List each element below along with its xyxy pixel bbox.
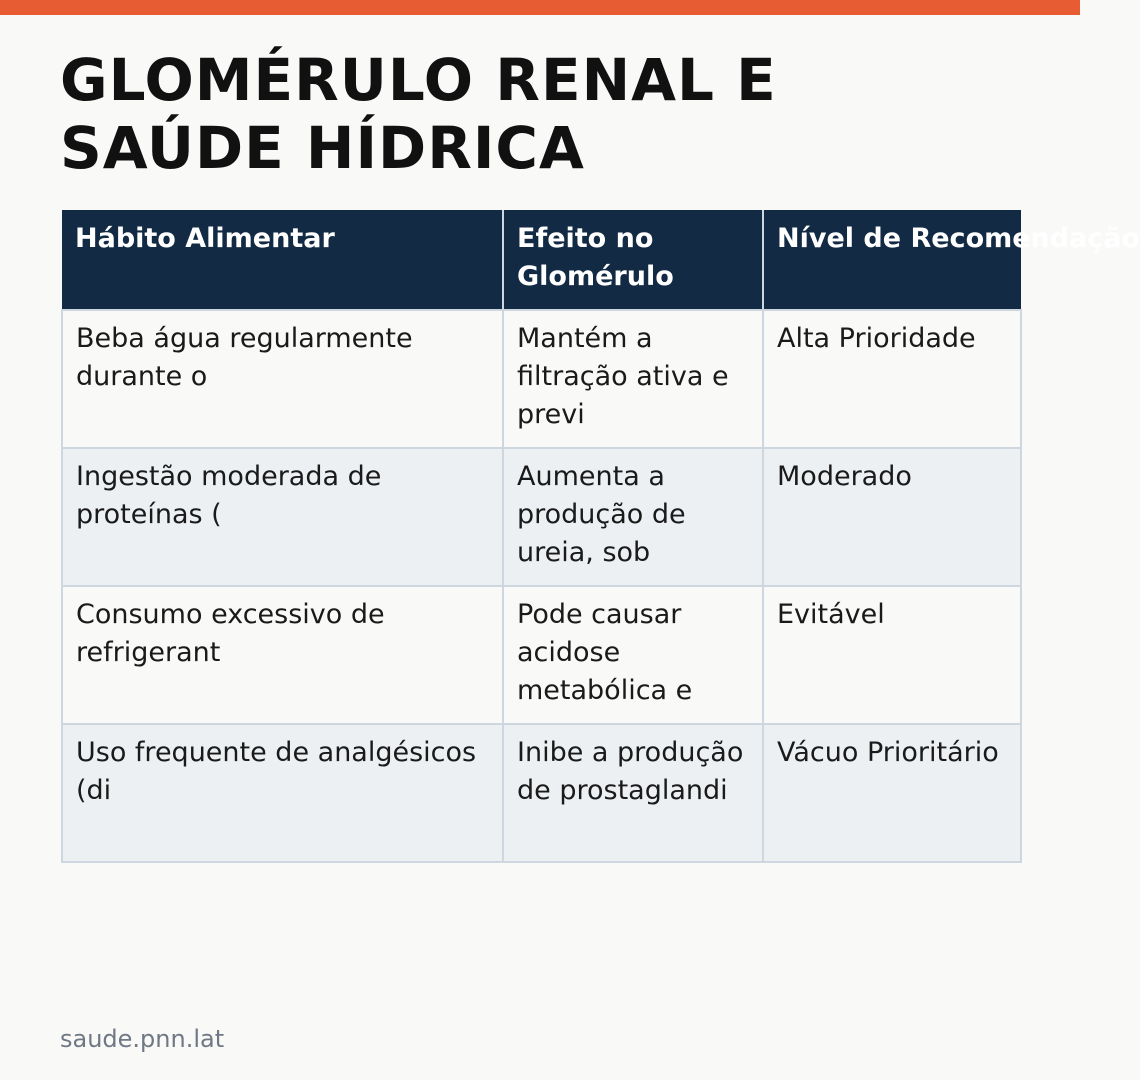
table-row [62, 586, 1021, 724]
column-header-habit: Hábito Alimentar [62, 210, 503, 310]
habit-cell: Ingestão moderada de proteínas ( [62, 448, 503, 586]
habit-cell: Uso frequente de analgésicos (di [62, 724, 503, 862]
habits-table [61, 210, 1140, 863]
effect-cell: Pode causar acidose metabólica e [503, 586, 763, 724]
effect-cell: Aumenta a produção de ureia, sob [503, 448, 763, 586]
footer-site-url: saude.pnn.lat [60, 1025, 225, 1053]
top-accent-bar [0, 0, 1080, 15]
table-header-row [62, 210, 1021, 310]
recommendation-cell: Alta Prioridade [763, 310, 1021, 448]
table-row [62, 724, 1021, 862]
table-row [62, 448, 1021, 586]
effect-cell: Mantém a filtração ativa e previ [503, 310, 763, 448]
page-title: GLOMÉRULO RENAL E SAÚDE HÍDRICA [60, 46, 777, 182]
habit-cell: Consumo excessivo de refrigerant [62, 586, 503, 724]
recommendation-cell: Vácuo Prioritário [763, 724, 1021, 862]
habit-cell: Beba água regularmente durante o [62, 310, 503, 448]
effect-cell: Inibe a produção de prostaglandi [503, 724, 763, 862]
column-header-recommendation: Nível de Recomendação [763, 210, 1021, 310]
table-row [62, 310, 1021, 448]
recommendation-cell: Moderado [763, 448, 1021, 586]
recommendation-cell: Evitável [763, 586, 1021, 724]
column-header-effect: Efeito no Glomérulo [503, 210, 763, 310]
